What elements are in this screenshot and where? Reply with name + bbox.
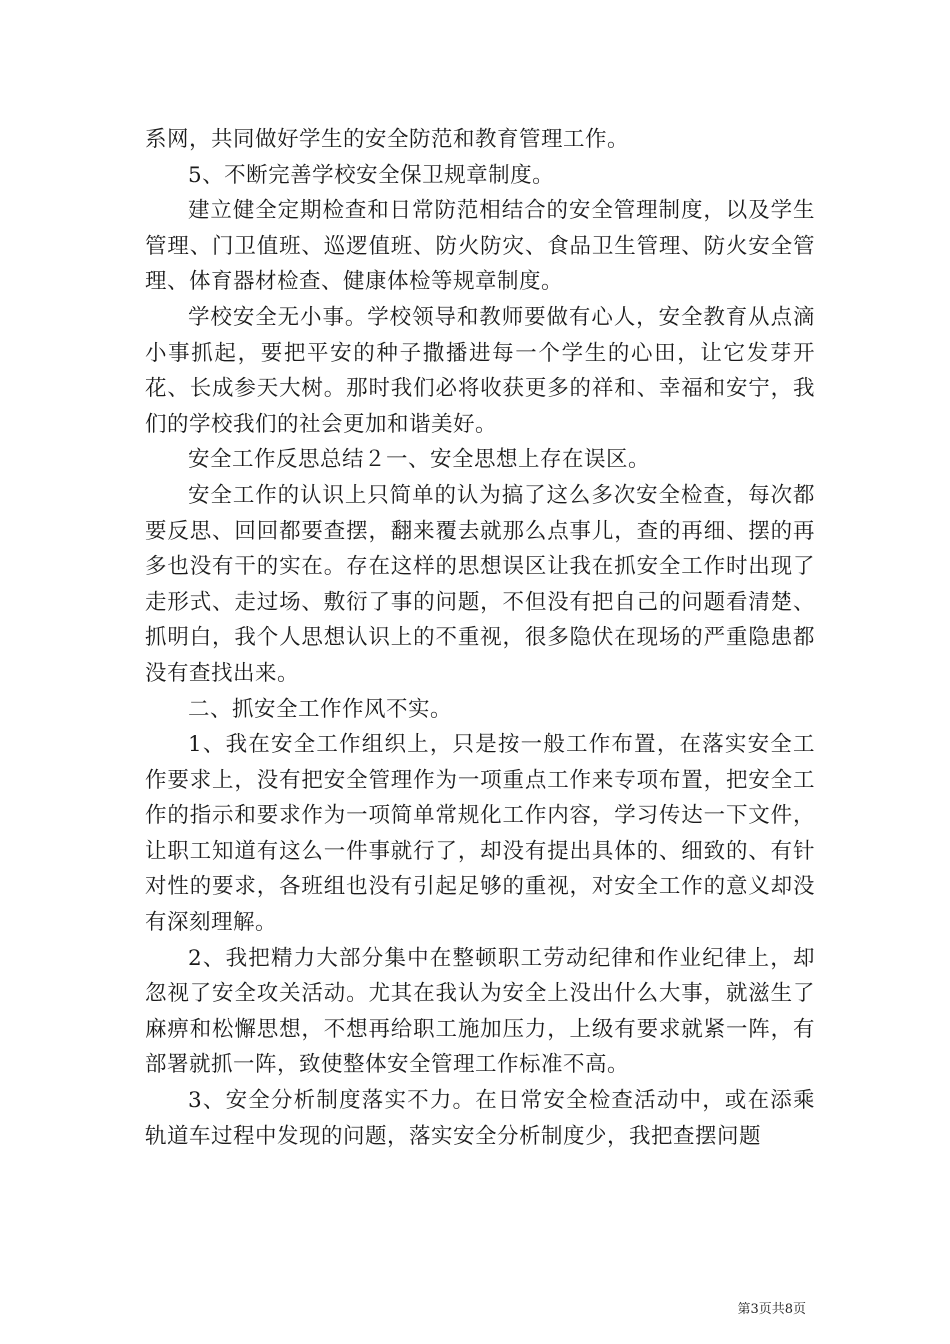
paragraph-school-safety: 学校安全无小事。学校领导和教师要做有心人，安全教育从点滴小事抓起，要把平安的种子撒播进每一个学生的心田，让它发芽开花、长成参天大树。那时我们必将收获更多的祥和、幸福和安宁，我们的学校我们的社会更加和谐美好。 <box>145 304 815 437</box>
paragraph-section-2-heading: 二、抓安全工作作风不实。 <box>188 696 453 722</box>
page-number: 第3页共8页 <box>737 1302 806 1317</box>
paragraph-item-5-heading: 5、不断完善学校安全保卫规章制度。 <box>188 162 555 188</box>
paragraph-point-2: 2、我把精力大部分集中在整顿职工劳动纪律和作业纪律上，却忽视了安全攻关活动。尤其在我认为安全上没出什么大事，就滋生了麻痹和松懈思想，不想再给职工施加压力，上级有要求就紧一阵，有部署就抓一阵，致使整体安全管理工作标准不高。 <box>145 945 815 1078</box>
paragraph-safety-rules: 建立健全定期检查和日常防范相结合的安全管理制度，以及学生管理、门卫值班、巡逻值班、防火防灾、食品卫生管理、防火安全管理、体育器材检查、健康体检等规章制度。 <box>145 198 815 295</box>
paragraph-summary-2-heading: 安全工作反思总结２一、安全思想上存在误区。 <box>188 447 651 473</box>
paragraph-continued: 系网，共同做好学生的安全防范和教育管理工作。 <box>145 127 630 152</box>
paragraph-misconception: 安全工作的认识上只简单的认为搞了这么多次安全检查，每次都要反思、回回都要查摆，翻来覆去就那么点事儿，查的再细、摆的再多也没有干的实在。存在这样的思想误区让我在抓安全工作时出现了走形式、走过场、敷衍了事的问题，不但没有把自己的问题看清楚、抓明白，我个人思想认识上的不重视，很多隐伏在现场的严重隐患都没有查找出来。 <box>145 482 815 686</box>
paragraph-point-1: 1、我在安全工作组织上，只是按一般工作布置，在落实安全工作要求上，没有把安全管理作为一项重点工作来专项布置，把安全工作的指示和要求作为一项简单常规化工作内容，学习传达一下文件，让职工知道有这么一件事就行了，却没有提出具体的、细致的、有针对性的要求，各班组也没有引起足够的重视，对安全工作的意义却没有深刻理解。 <box>145 732 815 936</box>
paragraph-point-3: 3、安全分析制度落实不力。在日常安全检查活动中，或在添乘轨道车过程中发现的问题，落实安全分析制度少，我把查摆问题 <box>145 1088 815 1149</box>
document-body <box>145 122 815 1154</box>
